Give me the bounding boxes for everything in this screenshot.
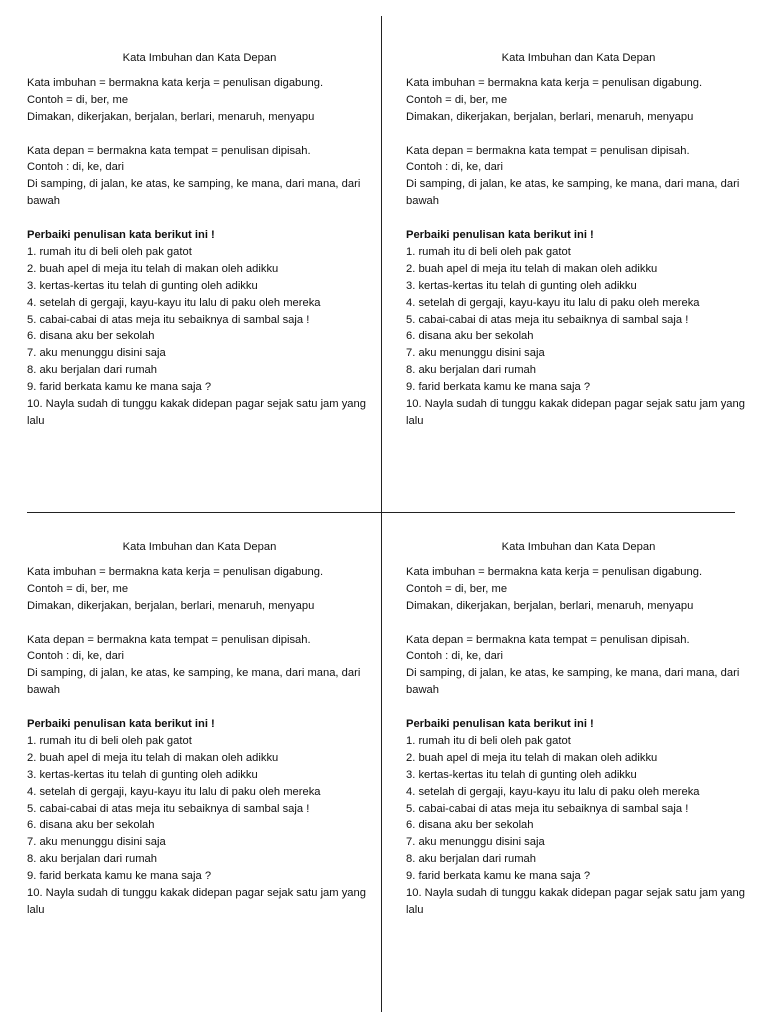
depan-example-label: Contoh : di, ke, dari (406, 650, 504, 663)
exercise-item: 1. rumah itu di beli oleh pak gatot (27, 245, 192, 258)
exercise-item: 6. disana aku ber sekolah (406, 819, 534, 832)
depan-examples: Di samping, di jalan, ke atas, ke samping, ke mana, dari mana, dari bawah (27, 667, 361, 697)
exercise-item: 7. aku menunggu disini saja (406, 347, 545, 360)
exercise-item: 3. kertas-kertas itu telah di gunting oleh adikku (406, 768, 637, 781)
depan-definition: Kata depan = bermakna kata tempat = penulisan dipisah. (27, 144, 311, 157)
exercise-item: 2. buah apel di meja itu telah di makan oleh adikku (406, 751, 658, 764)
exercise-item: 7. aku menunggu disini saja (27, 836, 166, 849)
exercise-item: 2. buah apel di meja itu telah di makan oleh adikku (406, 262, 658, 275)
imbuhan-definition: Kata imbuhan = bermakna kata kerja = penulisan digabung. (27, 76, 324, 89)
imbuhan-example-label: Contoh = di, ber, me (27, 93, 129, 106)
exercise-item: 3. kertas-kertas itu telah di gunting oleh adikku (27, 768, 258, 781)
depan-examples: Di samping, di jalan, ke atas, ke samping, ke mana, dari mana, dari bawah (27, 178, 361, 208)
exercise-item: 6. disana aku ber sekolah (27, 819, 155, 832)
exercise-item: 2. buah apel di meja itu telah di makan oleh adikku (27, 262, 279, 275)
exercise-item: 5. cabai-cabai di atas meja itu sebaiknya di sambal saja ! (406, 313, 689, 326)
imbuhan-example-label: Contoh = di, ber, me (27, 582, 129, 595)
exercise-item: 9. farid berkata kamu ke mana saja ? (27, 870, 212, 883)
exercise-heading: Perbaiki penulisan kata berikut ini ! (27, 229, 215, 242)
card-title: Kata Imbuhan dan Kata Depan (501, 52, 656, 64)
exercise-item: 4. setelah di gergaji, kayu-kayu itu lalu di paku oleh mereka (27, 785, 321, 798)
exercise-item: 10. Nayla sudah di tunggu kakak didepan pagar sejak satu jam yang lalu (27, 887, 366, 916)
exercise-item: 8. aku berjalan dari rumah (27, 364, 157, 377)
exercise-heading: Perbaiki penulisan kata berikut ini ! (406, 718, 594, 731)
imbuhan-example-label: Contoh = di, ber, me (406, 582, 508, 595)
worksheet-card-top-left (27, 50, 372, 430)
imbuhan-definition: Kata imbuhan = bermakna kata kerja = penulisan digabung. (27, 565, 324, 578)
card-title: Kata Imbuhan dan Kata Depan (122, 52, 277, 64)
exercise-item: 7. aku menunggu disini saja (406, 836, 545, 849)
horizontal-cut-line (27, 512, 735, 513)
imbuhan-examples: Dimakan, dikerjakan, berjalan, berlari, menaruh, menyapu (27, 599, 315, 612)
imbuhan-definition: Kata imbuhan = bermakna kata kerja = penulisan digabung. (406, 565, 703, 578)
depan-example-label: Contoh : di, ke, dari (27, 650, 125, 663)
depan-definition: Kata depan = bermakna kata tempat = penulisan dipisah. (406, 633, 690, 646)
exercise-item: 4. setelah di gergaji, kayu-kayu itu lalu di paku oleh mereka (27, 296, 321, 309)
vertical-cut-line (381, 16, 382, 1012)
exercise-item: 4. setelah di gergaji, kayu-kayu itu lalu di paku oleh mereka (406, 785, 700, 798)
exercise-heading: Perbaiki penulisan kata berikut ini ! (406, 229, 594, 242)
exercise-item: 1. rumah itu di beli oleh pak gatot (406, 734, 571, 747)
exercise-item: 5. cabai-cabai di atas meja itu sebaiknya di sambal saja ! (27, 313, 310, 326)
exercise-item: 5. cabai-cabai di atas meja itu sebaiknya di sambal saja ! (27, 802, 310, 815)
imbuhan-examples: Dimakan, dikerjakan, berjalan, berlari, menaruh, menyapu (27, 110, 315, 123)
imbuhan-example-label: Contoh = di, ber, me (406, 93, 508, 106)
worksheet-card-bottom-left (27, 539, 372, 919)
worksheet-card-top-right (406, 50, 751, 430)
exercise-item: 10. Nayla sudah di tunggu kakak didepan pagar sejak satu jam yang lalu (406, 398, 745, 427)
exercise-item: 8. aku berjalan dari rumah (406, 364, 536, 377)
imbuhan-definition: Kata imbuhan = bermakna kata kerja = penulisan digabung. (406, 76, 703, 89)
worksheet-card-bottom-right (406, 539, 751, 919)
exercise-item: 6. disana aku ber sekolah (406, 330, 534, 343)
exercise-item: 3. kertas-kertas itu telah di gunting oleh adikku (27, 279, 258, 292)
depan-example-label: Contoh : di, ke, dari (27, 161, 125, 174)
exercise-item: 6. disana aku ber sekolah (27, 330, 155, 343)
exercise-item: 7. aku menunggu disini saja (27, 347, 166, 360)
exercise-item: 4. setelah di gergaji, kayu-kayu itu lalu di paku oleh mereka (406, 296, 700, 309)
exercise-item: 8. aku berjalan dari rumah (406, 853, 536, 866)
exercise-item: 9. farid berkata kamu ke mana saja ? (27, 381, 212, 394)
exercise-item: 2. buah apel di meja itu telah di makan oleh adikku (27, 751, 279, 764)
exercise-item: 10. Nayla sudah di tunggu kakak didepan pagar sejak satu jam yang lalu (27, 398, 366, 427)
imbuhan-examples: Dimakan, dikerjakan, berjalan, berlari, menaruh, menyapu (406, 599, 694, 612)
depan-examples: Di samping, di jalan, ke atas, ke samping, ke mana, dari mana, dari bawah (406, 667, 740, 697)
exercise-item: 5. cabai-cabai di atas meja itu sebaiknya di sambal saja ! (406, 802, 689, 815)
imbuhan-examples: Dimakan, dikerjakan, berjalan, berlari, menaruh, menyapu (406, 110, 694, 123)
exercise-item: 10. Nayla sudah di tunggu kakak didepan pagar sejak satu jam yang lalu (406, 887, 745, 916)
exercise-item: 1. rumah itu di beli oleh pak gatot (406, 245, 571, 258)
exercise-item: 9. farid berkata kamu ke mana saja ? (406, 870, 591, 883)
exercise-item: 3. kertas-kertas itu telah di gunting oleh adikku (406, 279, 637, 292)
exercise-item: 9. farid berkata kamu ke mana saja ? (406, 381, 591, 394)
depan-definition: Kata depan = bermakna kata tempat = penulisan dipisah. (406, 144, 690, 157)
depan-definition: Kata depan = bermakna kata tempat = penulisan dipisah. (27, 633, 311, 646)
depan-examples: Di samping, di jalan, ke atas, ke samping, ke mana, dari mana, dari bawah (406, 178, 740, 208)
exercise-heading: Perbaiki penulisan kata berikut ini ! (27, 718, 215, 731)
card-title: Kata Imbuhan dan Kata Depan (122, 541, 277, 553)
exercise-item: 1. rumah itu di beli oleh pak gatot (27, 734, 192, 747)
exercise-item: 8. aku berjalan dari rumah (27, 853, 157, 866)
depan-example-label: Contoh : di, ke, dari (406, 161, 504, 174)
card-title: Kata Imbuhan dan Kata Depan (501, 541, 656, 553)
